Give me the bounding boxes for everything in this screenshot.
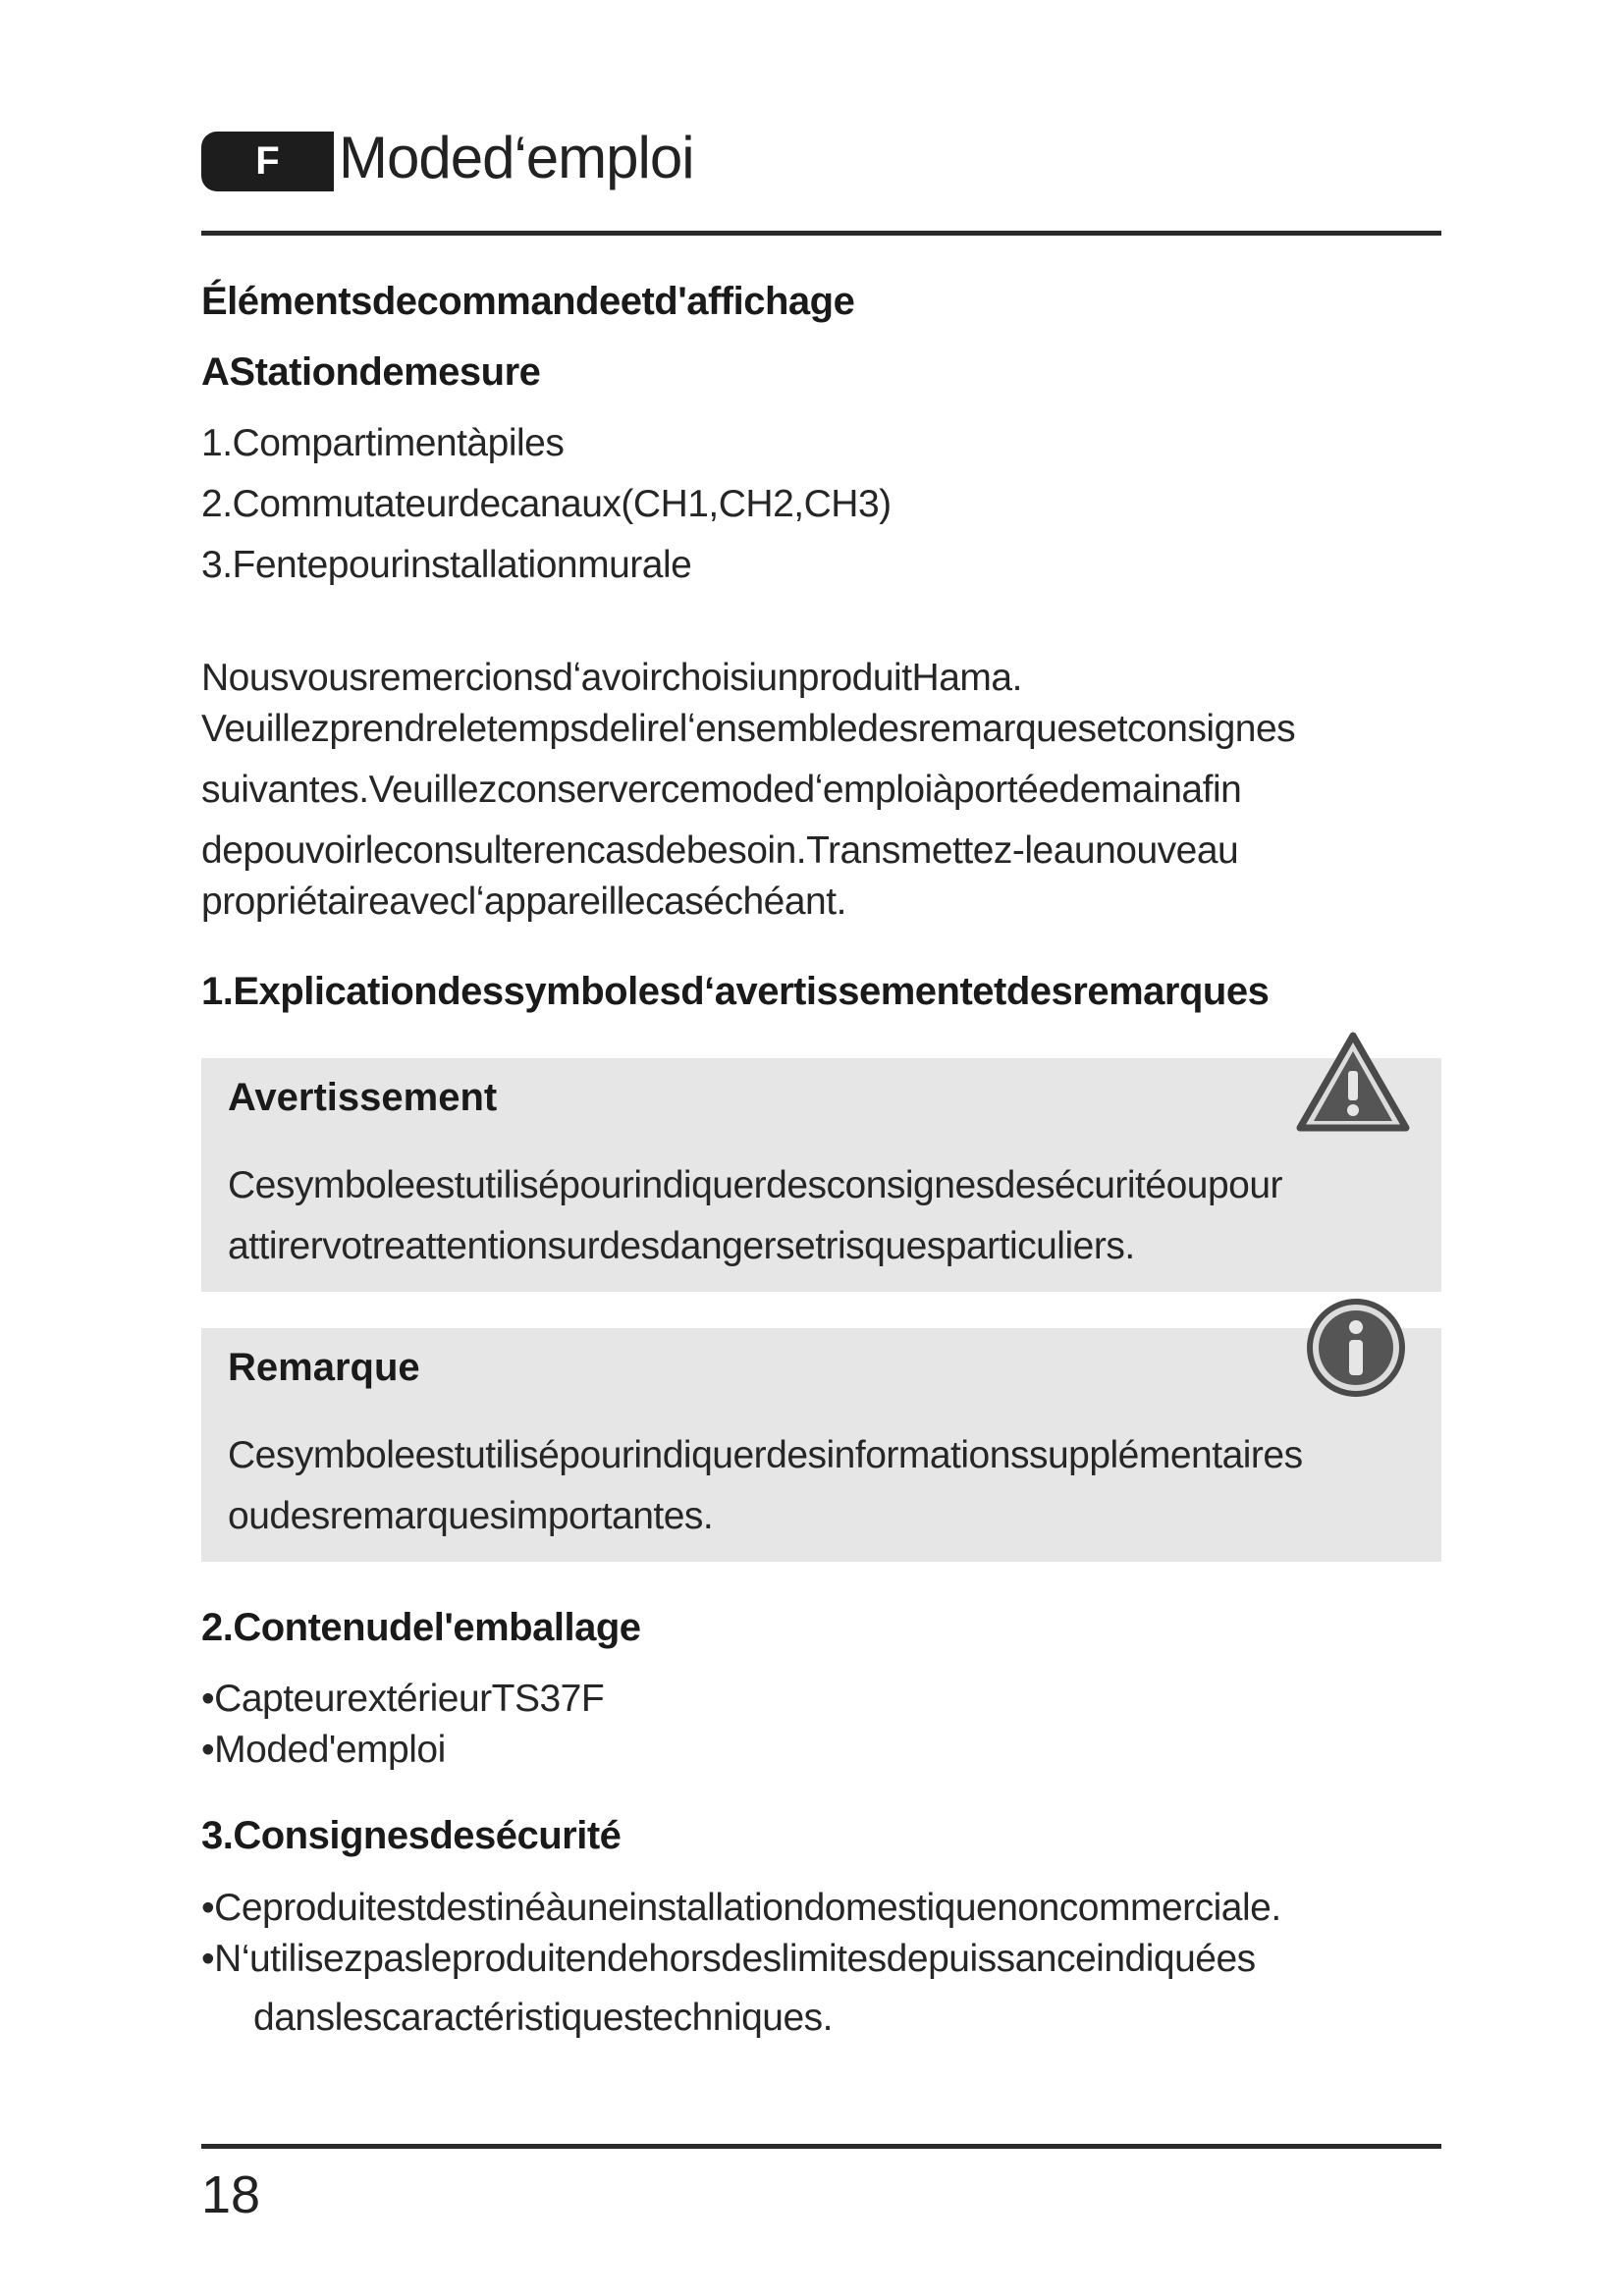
note-text-line: oudesremarquesimportantes.: [228, 1495, 714, 1537]
controls-subheading: AStationdemesure: [201, 350, 541, 394]
note-text-line: Cesymboleestutilisépourindiquerdesinformationssupplémentaires: [228, 1434, 1303, 1476]
intro-line: depouvoirleconsulterencasdebesoin.Transmettez-leaunouveau: [201, 829, 1239, 872]
warning-title: Avertissement: [228, 1076, 498, 1119]
intro-line: Veuillezprendreletempsdelirelʻensembledesremarquesetconsignes: [201, 708, 1296, 750]
warning-triangle-icon: [1294, 1030, 1412, 1136]
section1-heading: 1.Explicationdessymbolesd‘avertissementetdesremarques: [201, 970, 1270, 1013]
header-divider: [201, 231, 1441, 236]
controls-heading: Élémentsdecommandeetd'affichage: [201, 280, 855, 323]
page-title: Moded‘emploi: [339, 125, 694, 190]
controls-item: 3.Fentepourinstallationmurale: [201, 544, 692, 586]
language-badge: F: [201, 132, 334, 191]
section3-heading: 3.Consignesdesécurité: [201, 1814, 622, 1857]
warning-text-line: Cesymboleestutilisépourindiquerdesconsignesdesécuritéoupour: [228, 1164, 1283, 1206]
controls-item: 2.Commutateurdecanaux(CH1,CH2,CH3): [201, 483, 892, 525]
intro-line: suivantes.Veuillezconservercemodedʻemploiàportéedemainafin: [201, 769, 1242, 811]
note-title: Remarque: [228, 1346, 420, 1389]
warning-box: [201, 1058, 1441, 1292]
list-item: •Ceproduitestdestinéàuneinstallationdomestiquenoncommerciale.: [201, 1887, 1281, 1929]
list-item: •CapteurextérieurTS37F: [201, 1678, 605, 1720]
page-number: 18: [201, 2165, 261, 2224]
intro-line: NousvousremercionsdʻavoirchoisiunproduitHama.: [201, 657, 1022, 699]
list-item: •Moded'emploi: [201, 1729, 446, 1771]
note-box: [201, 1328, 1441, 1562]
list-item: •N‘utilisezpasleproduitendehorsdeslimitesdepuissanceindiquées: [201, 1938, 1256, 1980]
controls-item: 1.Compartimentàpiles: [201, 422, 565, 464]
intro-line: propriétaireaveclʻappareillecaséchéant.: [201, 881, 846, 923]
footer-divider: [201, 2144, 1441, 2149]
info-circle-icon: [1305, 1297, 1407, 1399]
warning-text-line: attirervotreattentionsurdesdangersetrisquesparticuliers.: [228, 1225, 1135, 1267]
list-item-continuation: danslescaractéristiquestechniques.: [253, 1997, 834, 2039]
section2-heading: 2.Contenudel'emballage: [201, 1606, 641, 1649]
